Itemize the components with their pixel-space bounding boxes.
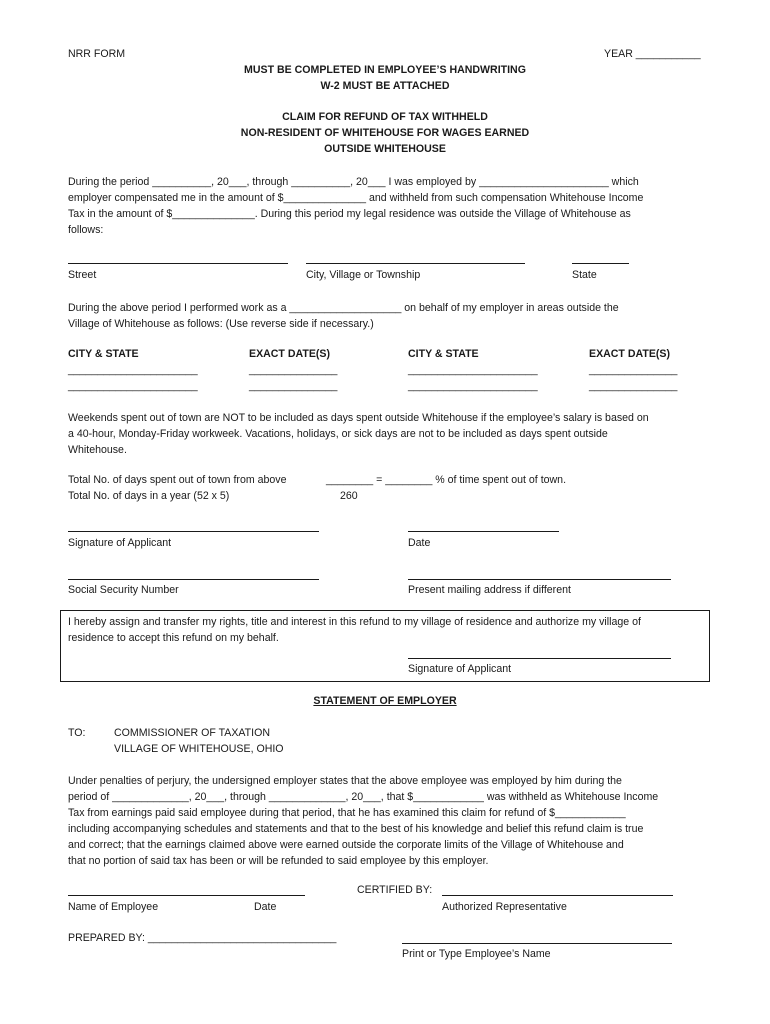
col-city-state-1: CITY & STATE: [68, 348, 139, 360]
state-label: State: [572, 269, 597, 281]
form-id: NRR FORM: [68, 48, 126, 60]
intro-line: employer compensated me in the amount of $______________ and withheld from such compensation Whitehouse Income: [68, 192, 644, 204]
col-exact-dates-1: EXACT DATE(S): [249, 348, 331, 360]
form-title-line1: CLAIM FOR REFUND OF TAX WITHHELD: [282, 111, 488, 123]
form-title-line3: OUTSIDE WHITEHOUSE: [324, 143, 446, 155]
assignment-signature-line[interactable]: [408, 658, 671, 659]
print-name-label: Print or Type Employee’s Name: [402, 948, 551, 960]
mailing-address-label: Present mailing address if different: [408, 584, 571, 596]
to-address-line1: COMMISSIONER OF TAXATION: [114, 727, 270, 739]
intro-line: During the period __________, 20___, through __________, 20___ I was employed by ______________________ which: [68, 176, 639, 188]
weekends-line: a 40-hour, Monday-Friday workweek. Vacations, holidays, or sick days are not to be included as days spent outside: [68, 428, 608, 440]
intro-paragraph: [68, 174, 700, 238]
applicant-signature-label: Signature of Applicant: [68, 537, 172, 549]
year-days-label: Total No. of days in a year (52 x 5): [68, 490, 230, 502]
employee-name-line[interactable]: [68, 895, 305, 896]
street-label: Street: [68, 269, 97, 281]
date-blank[interactable]: _______________: [589, 380, 678, 392]
city-blank[interactable]: ______________________: [408, 380, 538, 392]
print-name-line[interactable]: [402, 943, 672, 944]
assignment-text-line2: residence to accept this refund on my behalf.: [68, 632, 279, 644]
employee-name-label: Name of Employee: [68, 901, 159, 913]
mailing-address-line[interactable]: [408, 579, 671, 580]
w2-note: W-2 MUST BE ATTACHED: [320, 80, 450, 92]
year-field[interactable]: YEAR ___________: [604, 48, 701, 60]
certified-by-label: CERTIFIED BY:: [357, 884, 433, 896]
authorized-rep-line[interactable]: [442, 895, 673, 896]
assignment-text-line1: I hereby assign and transfer my rights, title and interest in this refund to my village of residence and authorize my village of: [68, 616, 641, 628]
city-blank[interactable]: ______________________: [68, 364, 198, 376]
assignment-signature-label: Signature of Applicant: [408, 663, 512, 675]
city-label: City, Village or Township: [306, 269, 421, 281]
statement-line: including accompanying schedules and statements and that to the best of his knowledge and belief this refund claim is true: [68, 823, 644, 835]
date-blank[interactable]: _______________: [249, 364, 338, 376]
intro-line: Tax in the amount of $______________. During this period my legal residence was outside the Village of Whitehouse as: [68, 208, 631, 220]
work-line: During the above period I performed work as a ___________________ on behalf of my employer in areas outside the: [68, 302, 619, 314]
statement-line: period of _____________, 20___, through _____________, 20___, that $____________ was withheld as Whitehouse Income: [68, 791, 659, 803]
statement-line: Under penalties of perjury, the undersigned employer states that the above employee was employed by him during the: [68, 775, 622, 787]
date-line[interactable]: [408, 531, 559, 532]
city-blank[interactable]: ______________________: [68, 380, 198, 392]
statement-line: that no portion of said tax has been or will be refunded to said employee by this employer.: [68, 855, 489, 867]
employer-statement-paragraph: [68, 773, 700, 869]
statement-line: Tax from earnings paid said employee during that period, that he has examined this claim for refund of $____________: [68, 807, 626, 819]
city-blank[interactable]: ______________________: [408, 364, 538, 376]
ssn-line[interactable]: [68, 579, 319, 580]
state-line[interactable]: [572, 263, 629, 264]
weekends-line: Weekends spent out of town are NOT to be included as days spent outside Whitehouse if the employee’s salary is based on: [68, 412, 649, 424]
work-line: Village of Whitehouse as follows: (Use reverse side if necessary.): [68, 318, 374, 330]
prepared-by-field[interactable]: PREPARED BY: ________________________________: [68, 932, 337, 944]
to-label: TO:: [68, 727, 86, 739]
date-label: Date: [408, 537, 431, 549]
employer-date-label: Date: [254, 901, 277, 913]
applicant-signature-line[interactable]: [68, 531, 319, 532]
intro-line: follows:: [68, 224, 104, 236]
weekends-line: Whitehouse.: [68, 444, 127, 456]
handwriting-note: MUST BE COMPLETED IN EMPLOYEE’S HANDWRITING: [244, 64, 526, 76]
year-days-value: 260: [340, 490, 358, 502]
city-line[interactable]: [306, 263, 525, 264]
weekends-paragraph: [68, 410, 700, 458]
authorized-rep-label: Authorized Representative: [442, 901, 567, 913]
col-city-state-2: CITY & STATE: [408, 348, 479, 360]
col-exact-dates-2: EXACT DATE(S): [589, 348, 671, 360]
percent-equation[interactable]: ________ = ________ % of time spent out of town.: [326, 474, 567, 486]
to-address-line2: VILLAGE OF WHITEHOUSE, OHIO: [114, 743, 284, 755]
form-title-line2: NON-RESIDENT OF WHITEHOUSE FOR WAGES EARNED: [240, 127, 530, 139]
statement-line: and correct; that the earnings claimed above were earned outside the corporate limits of the Village of Whitehouse and: [68, 839, 624, 851]
date-blank[interactable]: _______________: [249, 380, 338, 392]
street-line[interactable]: [68, 263, 288, 264]
total-days-label: Total No. of days spent out of town from above: [68, 474, 287, 486]
work-paragraph: [68, 300, 700, 332]
employer-statement-heading: STATEMENT OF EMPLOYER: [313, 695, 457, 707]
date-blank[interactable]: _______________: [589, 364, 678, 376]
ssn-label: Social Security Number: [68, 584, 179, 596]
